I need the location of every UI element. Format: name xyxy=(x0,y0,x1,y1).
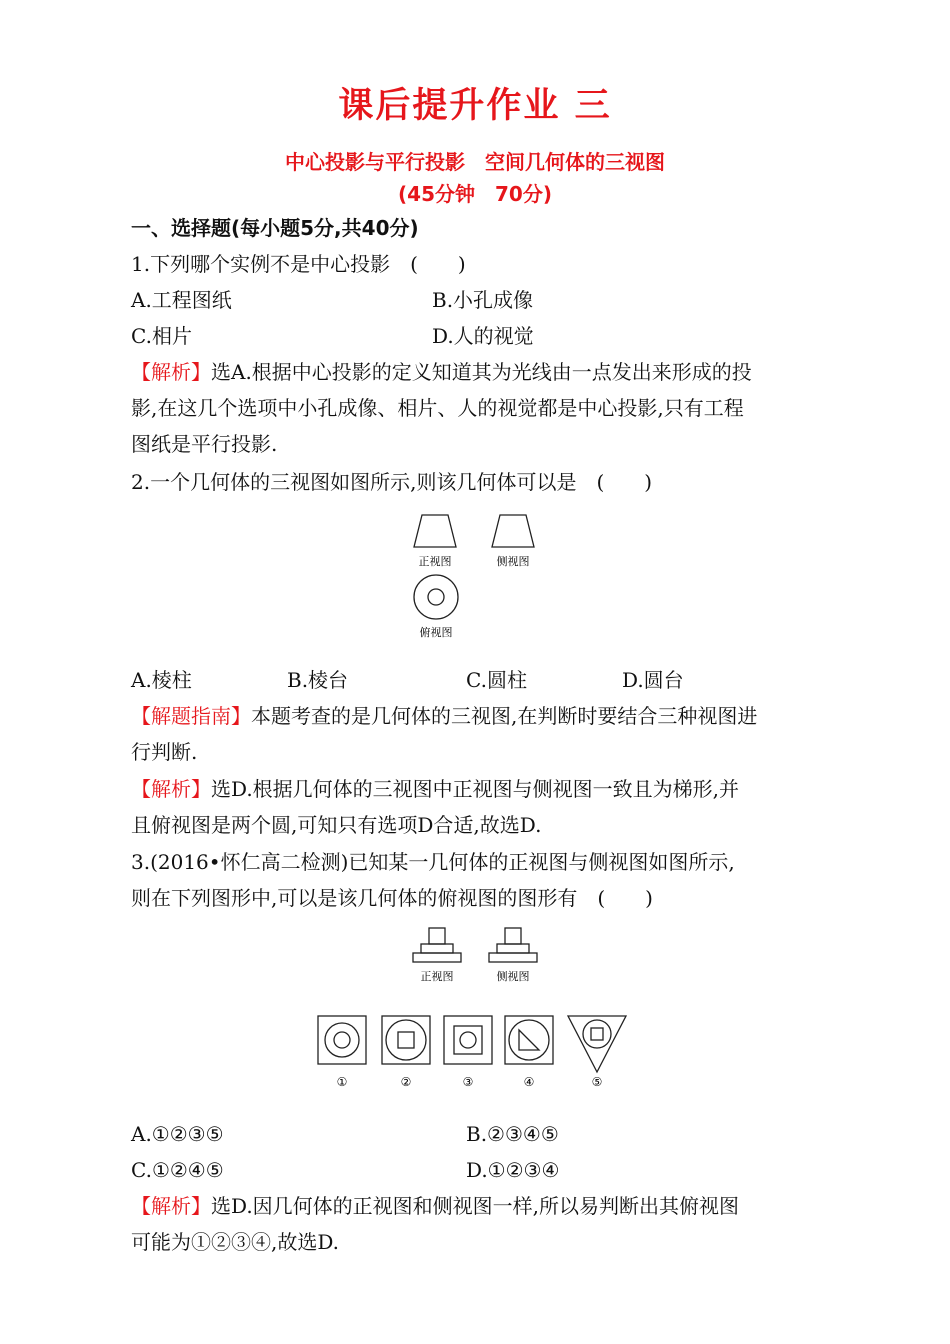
q3-front-side-views-figure xyxy=(405,920,555,990)
q2-guide-tag: 【解题指南】 xyxy=(131,704,251,728)
q3-side-view-label: 侧视图 xyxy=(496,970,530,983)
q1-analysis-line-1: 【解析】选A.根据中心投影的定义知道其为光线由一点发出来形成的投 xyxy=(131,360,752,384)
q2-guide-line-1: 【解题指南】本题考查的是几何体的三视图,在判断时要结合三种视图进 xyxy=(131,704,758,728)
q2-top-view-inner-circle xyxy=(428,589,444,605)
q3-shape-1 xyxy=(318,1016,366,1064)
q3-front-view-label: 正视图 xyxy=(420,970,454,983)
q2-three-views-figure xyxy=(400,505,550,645)
time-score: (45分钟 70分) xyxy=(398,182,552,206)
q3-stem-line-1: 3.(2016•怀仁高二检测)已知某一几何体的正视图与侧视图如图所示, xyxy=(131,850,735,874)
q3-shape-5 xyxy=(568,1016,626,1072)
q3-shape-label-5: ⑤ xyxy=(591,1075,603,1089)
q3-shape-3 xyxy=(444,1016,492,1064)
section-heading: 一、选择题(每小题5分,共40分) xyxy=(131,216,419,240)
q1-option-d: D.人的视觉 xyxy=(432,324,534,348)
q3-option-d: D.①②③④ xyxy=(466,1158,560,1182)
q2-side-view-label: 侧视图 xyxy=(496,555,530,568)
q2-side-view-trapezoid xyxy=(492,515,534,547)
q1-option-c: C.相片 xyxy=(131,324,192,348)
q3-analysis-line-1: 【解析】选D.因几何体的正视图和侧视图一样,所以易判断出其俯视图 xyxy=(131,1194,740,1218)
q3-option-b: B.②③④⑤ xyxy=(466,1122,559,1146)
q2-option-d: D.圆台 xyxy=(622,668,684,692)
q1-analysis-line-3: 图纸是平行投影. xyxy=(131,432,278,456)
q2-analysis-line-1: 【解析】选D.根据几何体的三视图中正视图与侧视图一致且为梯形,并 xyxy=(131,777,740,801)
q2-guide-line-2: 行判断. xyxy=(131,740,198,764)
q2-analysis-tag: 【解析】 xyxy=(131,777,211,801)
q3-shape-label-2: ② xyxy=(400,1075,412,1089)
q2-top-view-outer-circle xyxy=(414,575,458,619)
q2-option-c: C.圆柱 xyxy=(466,668,527,692)
q3-front-view xyxy=(413,928,461,962)
q3-candidate-top-views-figure xyxy=(310,1008,630,1094)
q3-shape-2 xyxy=(382,1016,430,1064)
q2-front-view-trapezoid xyxy=(414,515,456,547)
q1-option-a: A.工程图纸 xyxy=(131,288,232,312)
subtitle: 中心投影与平行投影 空间几何体的三视图 xyxy=(285,150,665,174)
q2-front-view-label: 正视图 xyxy=(418,555,452,568)
q3-shape-label-1: ① xyxy=(336,1075,348,1089)
q3-analysis-line-2: 可能为①②③④,故选D. xyxy=(131,1230,340,1254)
q3-shape-label-4: ④ xyxy=(523,1075,535,1089)
q3-side-view xyxy=(489,928,537,962)
q2-stem: 2.一个几何体的三视图如图所示,则该几何体可以是 ( ) xyxy=(131,470,653,494)
q2-option-b: B.棱台 xyxy=(287,668,349,692)
q1-stem: 1.下列哪个实例不是中心投影 ( ) xyxy=(131,252,466,276)
q3-shape-label-3: ③ xyxy=(462,1075,474,1089)
q2-top-view-label: 俯视图 xyxy=(419,626,453,639)
q1-analysis-tag: 【解析】 xyxy=(131,360,211,384)
page-title: 课后提升作业 三 xyxy=(338,86,612,126)
q2-option-a: A.棱柱 xyxy=(131,668,192,692)
q3-option-a: A.①②③⑤ xyxy=(131,1122,224,1146)
q3-stem-line-2: 则在下列图形中,可以是该几何体的俯视图的图形有 ( ) xyxy=(131,886,653,910)
q3-option-c: C.①②④⑤ xyxy=(131,1158,224,1182)
q1-option-b: B.小孔成像 xyxy=(432,288,534,312)
q1-analysis-line-2: 影,在这几个选项中小孔成像、相片、人的视觉都是中心投影,只有工程 xyxy=(131,396,744,420)
q2-analysis-line-2: 且俯视图是两个圆,可知只有选项D合适,故选D. xyxy=(131,813,542,837)
q3-analysis-tag: 【解析】 xyxy=(131,1194,211,1218)
q3-shape-4 xyxy=(505,1016,553,1064)
